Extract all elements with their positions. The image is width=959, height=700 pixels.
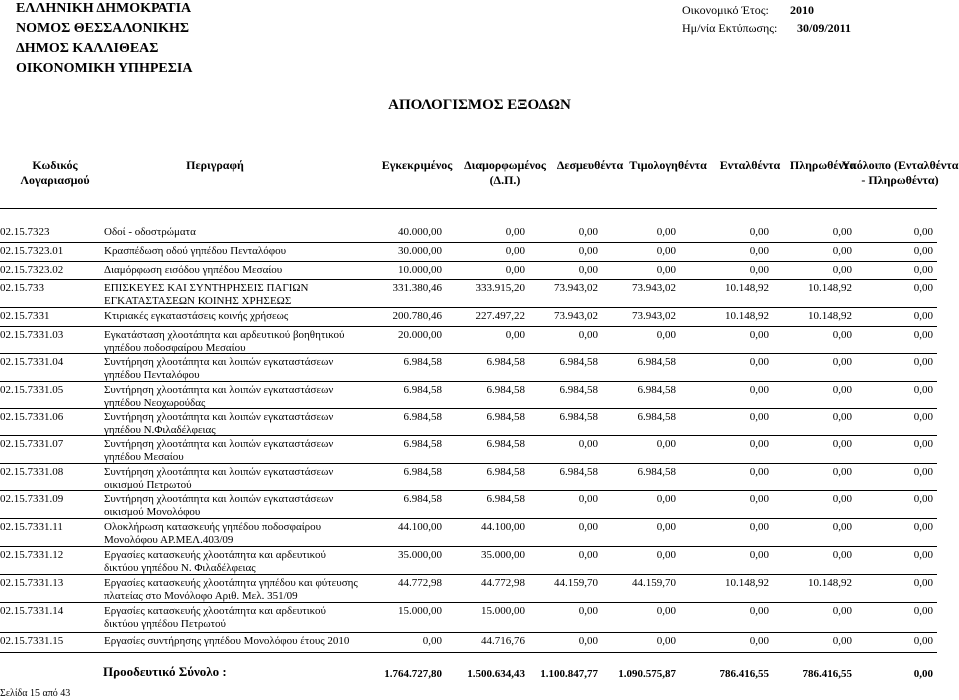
col-header-description: Περιγραφή bbox=[186, 158, 244, 172]
amount-cell: 0,00 bbox=[578, 605, 598, 617]
amount-cell: 0,00 bbox=[913, 329, 933, 341]
amount-cell: 0,00 bbox=[913, 356, 933, 368]
amount-cell: 10.148,92 bbox=[808, 310, 852, 322]
col-header-invoiced: Τιμολογηθέντα bbox=[629, 158, 707, 172]
amount-cell: 0,00 bbox=[578, 226, 598, 238]
account-code: 02.15.7331 bbox=[0, 310, 50, 322]
account-description: Συντήρηση χλοοτάπητα και λοιπών εγκαταστάσεων γηπέδου Μεσαίου bbox=[104, 438, 334, 463]
total-amount-cell: 1.100.847,77 bbox=[540, 668, 598, 680]
amount-cell: 0,00 bbox=[505, 264, 525, 276]
account-code: 02.15.7331.08 bbox=[0, 466, 64, 478]
row-separator-line bbox=[0, 279, 937, 280]
total-amount-cell: 786.416,55 bbox=[719, 668, 769, 680]
page-number: Σελίδα 15 από 43 bbox=[0, 688, 71, 699]
row-separator-line bbox=[0, 408, 937, 409]
amount-cell: 6.984,58 bbox=[637, 356, 676, 368]
amount-cell: 6.984,58 bbox=[486, 356, 525, 368]
amount-cell: 10.148,92 bbox=[725, 310, 769, 322]
amount-cell: 0,00 bbox=[578, 493, 598, 505]
amount-cell: 0,00 bbox=[832, 411, 852, 423]
account-code: 02.15.7323 bbox=[0, 226, 50, 238]
row-separator-line bbox=[0, 518, 937, 519]
account-description: Εργασίες συντήρησης γηπέδου Μονολόφου έτους 2010 bbox=[104, 635, 350, 647]
org-line-3: ΔΗΜΟΣ ΚΑΛΛΙΘΕΑΣ bbox=[16, 41, 159, 56]
amount-cell: 0,00 bbox=[578, 635, 598, 647]
amount-cell: 0,00 bbox=[656, 635, 676, 647]
amount-cell: 0,00 bbox=[913, 264, 933, 276]
account-code: 02.15.7331.13 bbox=[0, 577, 64, 589]
row-separator-line bbox=[0, 353, 937, 354]
amount-cell: 227.497,22 bbox=[475, 310, 525, 322]
amount-cell: 6.984,58 bbox=[486, 438, 525, 450]
amount-cell: 6.984,58 bbox=[486, 411, 525, 423]
col-header-balance: Υπόλοιπο (Ενταλθέντα - Πληρωθέντα) bbox=[841, 158, 959, 187]
amount-cell: 15.000,00 bbox=[481, 605, 525, 617]
amount-cell: 0,00 bbox=[913, 605, 933, 617]
col-header-ordered: Ενταλθέντα bbox=[719, 158, 781, 172]
row-separator-line bbox=[0, 261, 937, 262]
amount-cell: 20.000,00 bbox=[398, 329, 442, 341]
amount-cell: 6.984,58 bbox=[637, 411, 676, 423]
account-description: Εργασίες κατασκευής χλοοτάπητα γηπέδου και φύτευσης πλατείας στο Μονόλοφο Αριθ. Μελ. 351/09 bbox=[104, 577, 358, 602]
account-code: 02.15.7331.05 bbox=[0, 384, 64, 396]
total-amount-cell: 786.416,55 bbox=[802, 668, 852, 680]
amount-cell: 331.380,46 bbox=[392, 282, 442, 294]
amount-cell: 0,00 bbox=[505, 226, 525, 238]
amount-cell: 0,00 bbox=[832, 521, 852, 533]
amount-cell: 73.943,02 bbox=[554, 282, 598, 294]
amount-cell: 0,00 bbox=[913, 577, 933, 589]
amount-cell: 6.984,58 bbox=[403, 466, 442, 478]
total-amount-cell: 1.500.634,43 bbox=[467, 668, 525, 680]
amount-cell: 0,00 bbox=[749, 245, 769, 257]
amount-cell: 10.148,92 bbox=[808, 282, 852, 294]
amount-cell: 0,00 bbox=[749, 356, 769, 368]
amount-cell: 44.716,76 bbox=[481, 635, 525, 647]
amount-cell: 0,00 bbox=[832, 466, 852, 478]
amount-cell: 35.000,00 bbox=[398, 549, 442, 561]
amount-cell: 0,00 bbox=[913, 384, 933, 396]
amount-cell: 0,00 bbox=[913, 521, 933, 533]
amount-cell: 0,00 bbox=[749, 438, 769, 450]
row-separator-line bbox=[0, 242, 937, 243]
amount-cell: 35.000,00 bbox=[481, 549, 525, 561]
amount-cell: 10.148,92 bbox=[808, 577, 852, 589]
amount-cell: 0,00 bbox=[832, 245, 852, 257]
amount-cell: 0,00 bbox=[578, 521, 598, 533]
account-code: 02.15.7331.15 bbox=[0, 635, 64, 647]
org-line-1: ΕΛΛΗΝΙΚΗ ΔΗΜΟΚΡΑΤΙΑ bbox=[16, 1, 192, 16]
account-code: 02.15.7331.14 bbox=[0, 605, 64, 617]
account-code: 02.15.7331.04 bbox=[0, 356, 64, 368]
amount-cell: 0,00 bbox=[832, 264, 852, 276]
amount-cell: 0,00 bbox=[749, 549, 769, 561]
account-description: Εργασίες κατασκευής χλοοτάπητα και αρδευτικού δικτύου γηπέδου Πετρωτού bbox=[104, 605, 326, 630]
account-description: Κρασπέδωση οδού γηπέδου Πενταλόφου bbox=[104, 245, 287, 257]
account-description: Συντήρηση χλοοτάπητα και λοιπών εγκαταστάσεων γηπέδου Πενταλόφου bbox=[104, 356, 334, 381]
account-description: ΕΠΙΣΚΕΥΕΣ ΚΑΙ ΣΥΝΤΗΡΗΣΕΙΣ ΠΑΓΙΩΝ ΕΓΚΑΤΑΣΤΑΣΕΩΝ ΚΟΙΝΗΣ ΧΡΗΣΕΩΣ bbox=[104, 282, 309, 307]
amount-cell: 0,00 bbox=[913, 411, 933, 423]
amount-cell: 0,00 bbox=[832, 384, 852, 396]
amount-cell: 0,00 bbox=[505, 329, 525, 341]
amount-cell: 6.984,58 bbox=[403, 356, 442, 368]
print-date-value: 30/09/2011 bbox=[797, 21, 852, 35]
amount-cell: 0,00 bbox=[749, 493, 769, 505]
amount-cell: 0,00 bbox=[832, 635, 852, 647]
table-bottom-line bbox=[0, 652, 937, 653]
amount-cell: 0,00 bbox=[578, 264, 598, 276]
amount-cell: 0,00 bbox=[832, 438, 852, 450]
amount-cell: 6.984,58 bbox=[403, 493, 442, 505]
account-code: 02.15.7331.07 bbox=[0, 438, 64, 450]
amount-cell: 0,00 bbox=[832, 605, 852, 617]
print-date-label: Ημ/νία Εκτύπωσης: bbox=[682, 21, 778, 35]
row-separator-line bbox=[0, 381, 937, 382]
report-title: ΑΠΟΛΟΓΙΣΜΟΣ ΕΞΟΔΩΝ bbox=[388, 97, 571, 113]
org-line-2: ΝΟΜΟΣ ΘΕΣΣΑΛΟΝΙΚΗΣ bbox=[16, 21, 190, 36]
account-code: 02.15.7331.12 bbox=[0, 549, 64, 561]
amount-cell: 0,00 bbox=[749, 264, 769, 276]
col-header-formed: Διαμορφωμένος (Δ.Π.) bbox=[464, 158, 546, 187]
account-description: Συντήρηση χλοοτάπητα και λοιπών εγκαταστάσεων οικισμού Μονολόφου bbox=[104, 493, 334, 518]
account-code: 02.15.7331.06 bbox=[0, 411, 64, 423]
amount-cell: 0,00 bbox=[832, 549, 852, 561]
account-code: 02.15.7331.09 bbox=[0, 493, 64, 505]
amount-cell: 6.984,58 bbox=[559, 466, 598, 478]
amount-cell: 0,00 bbox=[749, 411, 769, 423]
amount-cell: 40.000,00 bbox=[398, 226, 442, 238]
amount-cell: 0,00 bbox=[832, 329, 852, 341]
row-separator-line bbox=[0, 632, 937, 633]
account-description: Ολοκλήρωση κατασκευής γηπέδου ποδοσφαίρου Μονολόφου ΑΡ.ΜΕΛ.403/09 bbox=[104, 521, 322, 546]
amount-cell: 10.000,00 bbox=[398, 264, 442, 276]
amount-cell: 0,00 bbox=[578, 245, 598, 257]
account-description: Κτιριακές εγκαταστάσεις κοινής χρήσεως bbox=[104, 310, 289, 322]
amount-cell: 73.943,02 bbox=[632, 282, 676, 294]
amount-cell: 0,00 bbox=[749, 226, 769, 238]
account-description: Εργασίες κατασκευής χλοοτάπητα και αρδευτικού δικτύου γηπέδου Ν. Φιλαδέλφειας bbox=[104, 549, 326, 574]
amount-cell: 44.100,00 bbox=[398, 521, 442, 533]
row-separator-line bbox=[0, 326, 937, 327]
amount-cell: 0,00 bbox=[832, 226, 852, 238]
running-total-label: Προοδευτικό Σύνολο : bbox=[103, 664, 227, 679]
amount-cell: 0,00 bbox=[656, 264, 676, 276]
amount-cell: 0,00 bbox=[913, 438, 933, 450]
amount-cell: 44.159,70 bbox=[632, 577, 676, 589]
amount-cell: 200.780,46 bbox=[392, 310, 442, 322]
account-code: 02.15.7331.11 bbox=[0, 521, 63, 533]
amount-cell: 0,00 bbox=[578, 438, 598, 450]
amount-cell: 0,00 bbox=[656, 329, 676, 341]
amount-cell: 0,00 bbox=[749, 635, 769, 647]
amount-cell: 0,00 bbox=[913, 466, 933, 478]
account-code: 02.15.7323.01 bbox=[0, 245, 64, 257]
row-separator-line bbox=[0, 463, 937, 464]
amount-cell: 6.984,58 bbox=[637, 466, 676, 478]
amount-cell: 73.943,02 bbox=[554, 310, 598, 322]
total-amount-cell: 1.764.727,80 bbox=[384, 668, 442, 680]
amount-cell: 0,00 bbox=[749, 605, 769, 617]
row-separator-line bbox=[0, 546, 937, 547]
account-description: Συντήρηση χλοοτάπητα και λοιπών εγκαταστάσεων γηπέδου Ν.Φιλαδέλφειας bbox=[104, 411, 334, 436]
account-code: 02.15.7331.03 bbox=[0, 329, 64, 341]
account-description: Συντήρηση χλοοτάπητα και λοιπών εγκαταστάσεων γηπέδου Νεοχωρούδας bbox=[104, 384, 334, 409]
amount-cell: 6.984,58 bbox=[403, 411, 442, 423]
col-header-approved: Εγκεκριμένος bbox=[381, 158, 453, 172]
amount-cell: 6.984,58 bbox=[403, 438, 442, 450]
amount-cell: 6.984,58 bbox=[486, 384, 525, 396]
amount-cell: 10.148,92 bbox=[725, 282, 769, 294]
amount-cell: 0,00 bbox=[656, 493, 676, 505]
amount-cell: 73.943,02 bbox=[632, 310, 676, 322]
amount-cell: 0,00 bbox=[505, 245, 525, 257]
account-description: Εγκατάσταση χλοοτάπητα και αρδευτικού βοηθητικού γηπέδου ποδοσφαίρου Μεσαίου bbox=[104, 329, 345, 354]
amount-cell: 15.000,00 bbox=[398, 605, 442, 617]
amount-cell: 0,00 bbox=[913, 245, 933, 257]
amount-cell: 0,00 bbox=[656, 438, 676, 450]
amount-cell: 0,00 bbox=[656, 226, 676, 238]
row-separator-line bbox=[0, 602, 937, 603]
org-line-4: ΟΙΚΟΝΟΜΙΚΗ ΥΠΗΡΕΣΙΑ bbox=[16, 61, 193, 76]
row-separator-line bbox=[0, 574, 937, 575]
amount-cell: 0,00 bbox=[832, 493, 852, 505]
amount-cell: 0,00 bbox=[422, 635, 442, 647]
amount-cell: 0,00 bbox=[749, 384, 769, 396]
col-header-code: Κωδικός Λογαριασμού bbox=[20, 158, 90, 187]
row-separator-line bbox=[0, 490, 937, 491]
header-separator-line bbox=[0, 208, 937, 209]
amount-cell: 0,00 bbox=[749, 521, 769, 533]
amount-cell: 10.148,92 bbox=[725, 577, 769, 589]
account-code: 02.15.733 bbox=[0, 282, 44, 294]
amount-cell: 30.000,00 bbox=[398, 245, 442, 257]
amount-cell: 6.984,58 bbox=[486, 466, 525, 478]
amount-cell: 0,00 bbox=[913, 493, 933, 505]
amount-cell: 44.772,98 bbox=[481, 577, 525, 589]
amount-cell: 0,00 bbox=[656, 549, 676, 561]
account-code: 02.15.7323.02 bbox=[0, 264, 64, 276]
amount-cell: 0,00 bbox=[913, 549, 933, 561]
amount-cell: 0,00 bbox=[578, 329, 598, 341]
row-separator-line bbox=[0, 435, 937, 436]
amount-cell: 0,00 bbox=[832, 356, 852, 368]
amount-cell: 6.984,58 bbox=[637, 384, 676, 396]
amount-cell: 0,00 bbox=[656, 245, 676, 257]
col-header-committed: Δεσμευθέντα bbox=[556, 158, 624, 172]
amount-cell: 0,00 bbox=[578, 549, 598, 561]
amount-cell: 0,00 bbox=[656, 605, 676, 617]
amount-cell: 0,00 bbox=[913, 282, 933, 294]
amount-cell: 0,00 bbox=[656, 521, 676, 533]
total-amount-cell: 1.090.575,87 bbox=[618, 668, 676, 680]
amount-cell: 6.984,58 bbox=[403, 384, 442, 396]
amount-cell: 0,00 bbox=[749, 329, 769, 341]
amount-cell: 6.984,58 bbox=[559, 356, 598, 368]
amount-cell: 0,00 bbox=[913, 226, 933, 238]
amount-cell: 6.984,58 bbox=[559, 384, 598, 396]
amount-cell: 44.159,70 bbox=[554, 577, 598, 589]
account-description: Διαμόρφωση εισόδου γηπέδου Μεσαίου bbox=[104, 264, 283, 276]
row-separator-line bbox=[0, 307, 937, 308]
account-description: Οδοί - οδοστρώματα bbox=[104, 226, 196, 238]
account-description: Συντήρηση χλοοτάπητα και λοιπών εγκαταστάσεων οικισμού Πετρωτού bbox=[104, 466, 334, 491]
col-header-paid: Πληρωθέντα bbox=[789, 158, 857, 172]
fiscal-year-value: 2010 bbox=[790, 3, 814, 17]
amount-cell: 0,00 bbox=[913, 635, 933, 647]
amount-cell: 44.772,98 bbox=[398, 577, 442, 589]
amount-cell: 0,00 bbox=[913, 310, 933, 322]
amount-cell: 6.984,58 bbox=[559, 411, 598, 423]
amount-cell: 6.984,58 bbox=[486, 493, 525, 505]
total-amount-cell: 0,00 bbox=[913, 668, 933, 680]
fiscal-year-label: Οικονομικό Έτος: bbox=[682, 3, 769, 17]
amount-cell: 333.915,20 bbox=[475, 282, 525, 294]
amount-cell: 0,00 bbox=[749, 466, 769, 478]
amount-cell: 44.100,00 bbox=[481, 521, 525, 533]
